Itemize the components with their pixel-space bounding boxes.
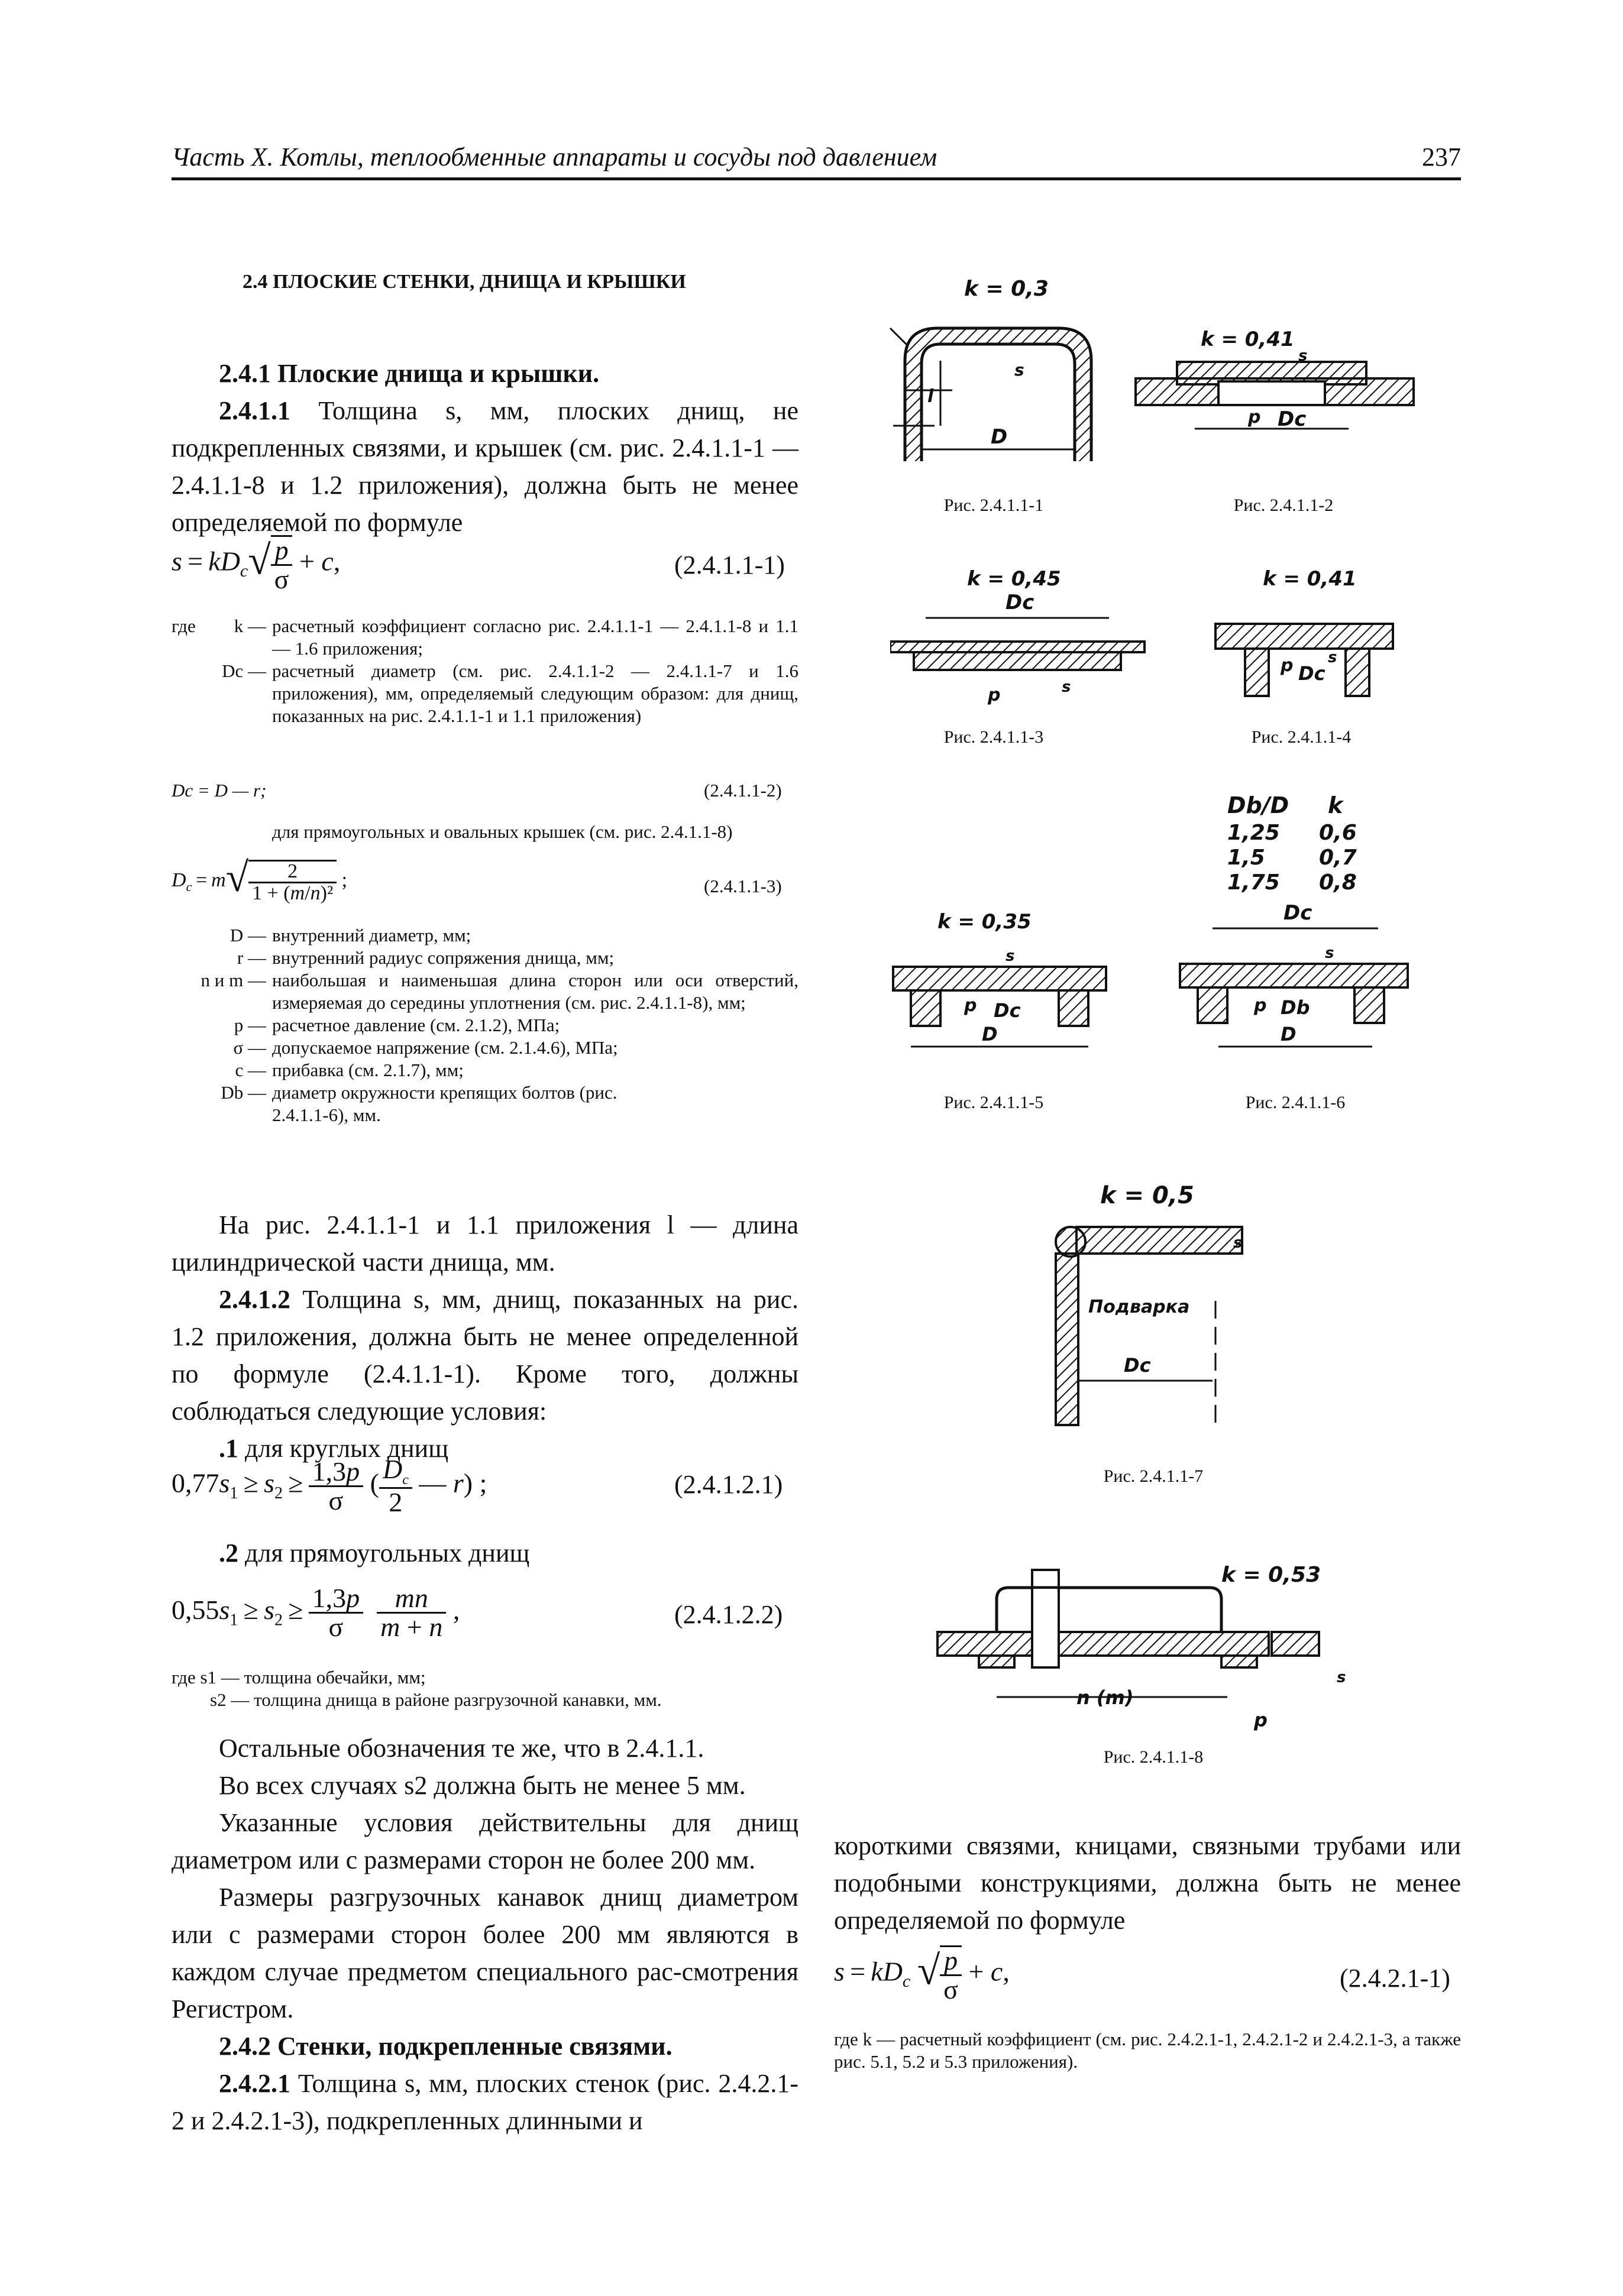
- figure-7-weld-label: Подварка: [1088, 1297, 1190, 1317]
- figure-3-p-label: p: [988, 685, 1001, 705]
- running-header: [172, 142, 1461, 172]
- equation-number-24122: (2.4.1.2.2): [674, 1600, 783, 1629]
- equation-24111: $s = kD_c√$ $\frac{p}{\sigma}$ + c,: [172, 535, 341, 594]
- equation-number-24112: (2.4.1.1-2): [704, 780, 782, 801]
- figure-6-row-1-k: 0,6: [1319, 821, 1357, 845]
- figure-8-k-label: k = 0,53: [1221, 1563, 1321, 1587]
- definitions-list: [172, 924, 798, 1126]
- figure-7-k-label: k = 0,5: [1100, 1182, 1194, 1209]
- definition-row-dc: Dc — расчетный диаметр (см. рис. 2.4.1.1-2 — 2.4.1.1-7 и 1.6 приложения), мм, определяемый следующим образом: для днищ, показанных на рис. 2.4.1.1-1 и 1.1 приложения): [222, 660, 798, 726]
- equation-24112: Dc = D — r;: [172, 780, 267, 801]
- rect-cover-note: для прямоугольных и овальных крышек (см. рис. 2.4.1.1-8): [272, 821, 733, 842]
- figure-3-k-label: k = 0,45: [967, 567, 1061, 591]
- figure-24111-8: [932, 1549, 1357, 1732]
- figure-6-row-3-ratio: 1,75: [1227, 870, 1280, 895]
- figure-8-p-label: p: [1254, 1709, 1268, 1731]
- figure-4-Dc-label: Dc: [1298, 662, 1325, 685]
- figure-24111-2: [1130, 319, 1420, 455]
- condition-2: .2 для прямоугольных днищ: [219, 1539, 530, 1568]
- figure-6-table-header-ratio: Db/D: [1227, 792, 1289, 818]
- figure-5-caption: Рис. 2.4.1.1-5: [943, 1093, 1044, 1112]
- paragraph-rest-1: Остальные обозначения те же, что в 2.4.1.1.: [219, 1734, 704, 1763]
- figure-2-p-label: p: [1248, 407, 1261, 428]
- paragraph-2421: 2.4.2.1 Толщина s, мм, плоских стенок (рис. 2.4.2.1-2 и 2.4.2.1-3), подкрепленных длинными и: [172, 2069, 798, 2135]
- figure-3-s-label: s: [1062, 678, 1071, 696]
- equation-24122: $0,55s_1 \ge s_2$ ≥ $\frac{1,3p}{\sigma}$ $\frac{mn}{m + n}$ ,: [172, 1583, 460, 1642]
- condition-2-block: [172, 1534, 798, 1572]
- figure-6-Dc-label: Dc: [1283, 901, 1312, 925]
- equation-number-24211: (2.4.2.1-1): [1340, 1964, 1450, 1993]
- definition-row-sigma: σ — допускаемое напряжение (см. 2.1.4.6), МПа;: [233, 1037, 618, 1058]
- left-column-text-2: [172, 1206, 798, 1467]
- figure-1-caption: Рис. 2.4.1.1-1: [943, 496, 1044, 515]
- definition-row-p: p — расчетное давление (см. 2.1.2), МПа;: [234, 1015, 560, 1035]
- paragraph-l-length: На рис. 2.4.1.1-1 и 1.1 приложения l — длина цилиндрической части днища, мм.: [172, 1210, 798, 1277]
- figure-5-D-label: D: [982, 1023, 998, 1045]
- figure-6-row-2-k: 0,7: [1319, 846, 1357, 870]
- figure-1-D-label: D: [991, 425, 1008, 449]
- figure-6-table-header-k: k: [1328, 792, 1343, 818]
- figure-2-caption: Рис. 2.4.1.1-2: [1233, 496, 1334, 515]
- definitions-s1-s2: [172, 1666, 798, 1711]
- figure-24111-4: [1210, 565, 1399, 718]
- definition-k-2421: где k — расчетный коэффициент (см. рис. 2.4.2.1-1, 2.4.2.1-2 и 2.4.2.1-3, а также рис. 5.1, 5.2 и 5.3 приложения).: [834, 2029, 1461, 2072]
- subsection-heading-241: 2.4.1 Плоские днища и крышки.: [219, 359, 600, 388]
- paragraph-rest-2: Во всех случаях s2 должна быть не менее 5 мм.: [219, 1771, 746, 1800]
- header-rule: [172, 177, 1461, 180]
- figure-24111-7: [1035, 1177, 1260, 1449]
- section-title: 2.4 ПЛОСКИЕ СТЕНКИ, ДНИЩА И КРЫШКИ: [243, 271, 686, 293]
- paragraph-rest-3: Указанные условия действительны для днищ диаметром или с размерами сторон не более 200 мм.: [172, 1808, 798, 1874]
- paragraph-2412: 2.4.1.2 Толщина s, мм, днищ, показанных на рис. 1.2 приложения, должна быть не менее определенной по формуле (2.4.1.1-1). Кроме того, должны соблюдаться следующие условия:: [172, 1285, 798, 1426]
- figure-8-s-label: s: [1337, 1669, 1346, 1686]
- figure-24111-1: [881, 272, 1136, 491]
- figure-24111-6: [1177, 786, 1414, 1070]
- figure-4-k-label: k = 0,41: [1263, 567, 1357, 591]
- definition-row-Db: Db — диаметр окружности крепящих болтов (рис. 2.4.1.1-6), мм.: [221, 1082, 617, 1125]
- equation-number-24121: (2.4.1.2.1): [674, 1470, 783, 1499]
- definitions-k-dc: [172, 615, 798, 727]
- figure-6-row-1-ratio: 1,25: [1227, 821, 1280, 845]
- equation-24121: $0,77s_1 \ge s_2$ ≥ $\frac{1,3p}{\sigma}$ ( $\frac{D_c}{2}$ — r) ;: [172, 1454, 487, 1518]
- condition-1: .1 для круглых днищ: [219, 1434, 449, 1463]
- figure-1-l-label: l: [927, 386, 934, 407]
- definition-row-k: где k — расчетный коэффициент согласно рис. 2.4.1.1-1 — 2.4.1.1-8 и 1.1 — 1.6 приложения;: [172, 616, 798, 659]
- figure-2-k-label: k = 0,41: [1201, 328, 1295, 351]
- figure-5-p-label: p: [964, 995, 977, 1016]
- figure-6-caption: Рис. 2.4.1.1-6: [1245, 1093, 1346, 1112]
- left-column-text-1: [172, 355, 798, 541]
- figure-4-p-label: p: [1281, 655, 1294, 676]
- subsection-heading-242: 2.4.2 Стенки, подкрепленные связями.: [219, 2032, 673, 2061]
- figure-8-nm-label: n (m): [1076, 1686, 1134, 1709]
- figure-2-Dc-label: Dc: [1278, 407, 1307, 431]
- definition-row-D: D — внутренний диаметр, мм;: [229, 925, 471, 945]
- definition-s1: где s1 — толщина обечайки, мм;: [172, 1667, 426, 1688]
- figure-5-k-label: k = 0,35: [937, 910, 1032, 934]
- page-number: 237: [1422, 143, 1461, 171]
- figure-4-caption: Рис. 2.4.1.1-4: [1251, 727, 1352, 747]
- figure-6-Db-label: Db: [1281, 996, 1310, 1019]
- equation-24113: $D_c = m√$ $\frac{2}{\text{1 + (m/n)²}}$ ;: [172, 855, 348, 905]
- paragraph-2411: 2.4.1.1 Толщина s, мм, плоских днищ, не подкрепленных связями, и крышек (см. рис. 2.4.1.1-1 — 2.4.1.1-8 и 1.2 приложения), должна быть не менее определяемой по формуле: [172, 396, 798, 537]
- figure-3-caption: Рис. 2.4.1.1-3: [943, 727, 1044, 747]
- running-header-title: Часть X. Котлы, теплообменные аппараты и сосуды под давлением: [172, 143, 937, 171]
- figure-7-caption: Рис. 2.4.1.1-7: [1103, 1466, 1204, 1486]
- paragraph-2421-continued: короткими связями, кницами, связными трубами или подобными конструкциями, должна быть не менее определяемой по формуле: [834, 1831, 1461, 1935]
- right-column-text: [834, 1827, 1461, 1939]
- figure-6-p-label: p: [1254, 995, 1267, 1016]
- figure-2-s-label: s: [1298, 347, 1308, 365]
- definition-row-c: c — прибавка (см. 2.1.7), мм;: [235, 1060, 464, 1080]
- equation-number-24111: (2.4.1.1-1): [674, 550, 785, 579]
- figure-7-s-label: s: [1233, 1234, 1243, 1252]
- figure-3-Dc-label: Dc: [1006, 591, 1034, 614]
- paragraph-rest-4: Размеры разгрузочных канавок днищ диаметром или с размерами сторон более 200 мм являются в каждом случае предметом специального рас-смотрения Регистром.: [172, 1883, 798, 2023]
- figure-6-s-label: s: [1325, 944, 1334, 962]
- figure-5-s-label: s: [1006, 947, 1015, 965]
- figure-7-Dc-label: Dc: [1124, 1354, 1151, 1377]
- equation-number-24113: (2.4.1.1-3): [704, 876, 782, 896]
- figure-4-s-label: s: [1328, 649, 1337, 666]
- figure-6-row-3-k: 0,8: [1319, 870, 1357, 895]
- figure-1-k-label: k = 0,3: [964, 277, 1049, 301]
- figure-6-row-2-ratio: 1,5: [1227, 846, 1265, 870]
- definition-s2: s2 — толщина днища в районе разгрузочной канавки, мм.: [210, 1689, 662, 1710]
- definition-row-r: r — внутренний радиус сопряжения днища, мм;: [237, 947, 615, 968]
- figure-24111-5: [887, 902, 1112, 1067]
- equation-24211: $s = kD_c$ √ $\frac{p}{\sigma}$ + c,: [834, 1945, 1010, 2004]
- figure-1-s-label: s: [1014, 360, 1024, 380]
- left-column-text-3: [172, 1730, 798, 2139]
- figure-6-D-label: D: [1281, 1023, 1297, 1045]
- definition-row-nm: n и m — наибольшая и наименьшая длина сторон или оси отверстий, измеряемая до середины уплотнения (см. рис. 2.4.1.1-8), мм;: [201, 970, 798, 1013]
- figure-5-Dc-label: Dc: [994, 999, 1021, 1022]
- figure-8-caption: Рис. 2.4.1.1-8: [1103, 1747, 1204, 1767]
- figure-24111-3: [890, 565, 1150, 718]
